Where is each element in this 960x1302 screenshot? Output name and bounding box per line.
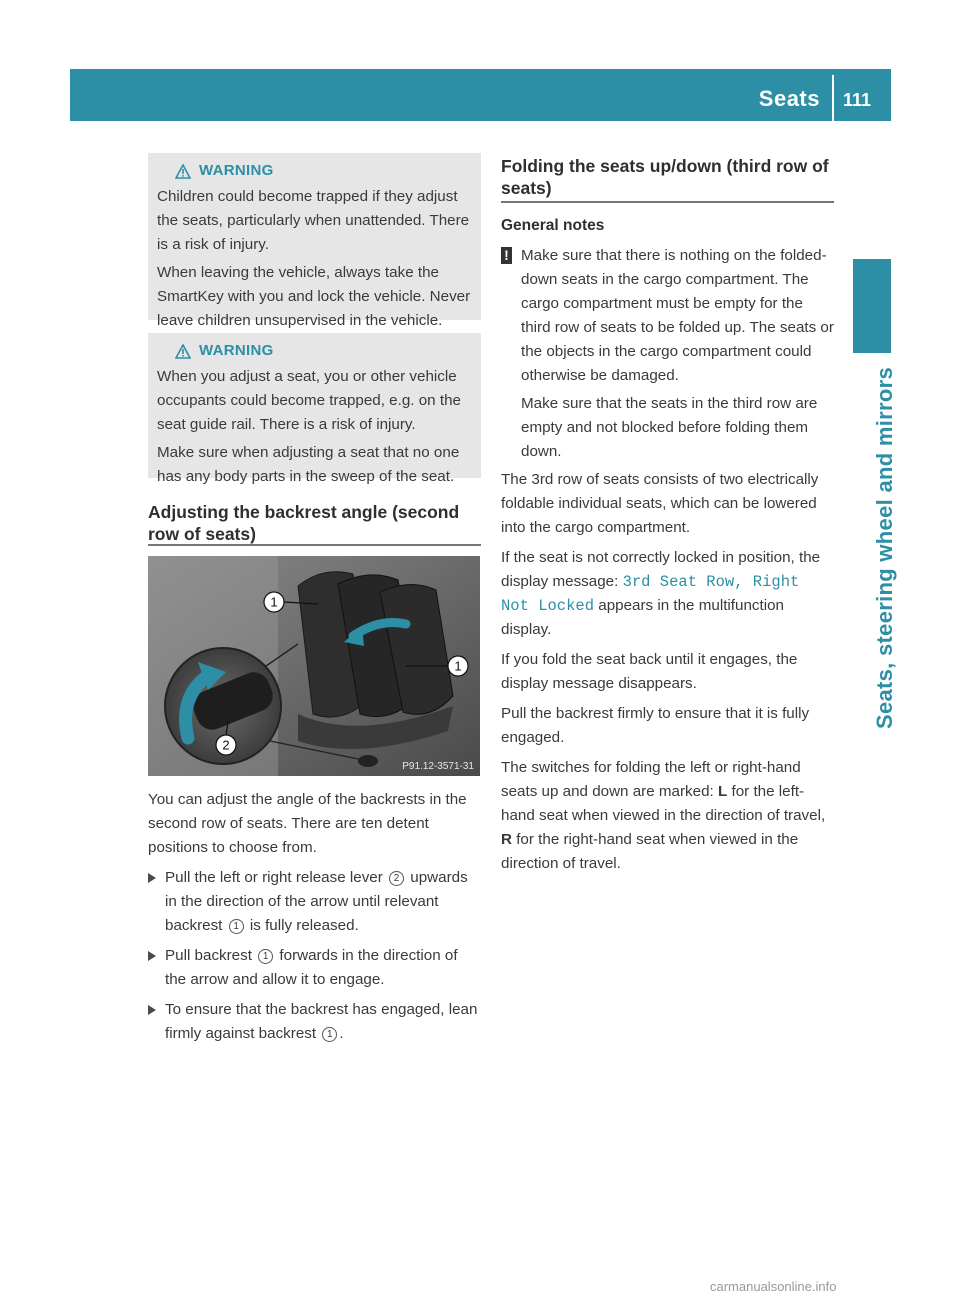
left-column-body [148, 788, 482, 1052]
section-heading-folding: Folding the seats up/down (third row of seats) [501, 156, 829, 198]
warning-box-2 [148, 333, 481, 485]
warning-text: When leaving the vehicle, always take the SmartKey with you and lock the vehicle. Never leave children unsupervised in the vehicle. [157, 264, 471, 329]
callout-ref: 2 [389, 871, 404, 886]
instruction-step: Pull the left or right release lever 2 upwards in the direction of the arrow until relevant backrest 1 is fully released. [148, 866, 482, 938]
intro-paragraph: You can adjust the angle of the backrests in the second row of seats. There are ten detent positions to choose from. [148, 791, 467, 856]
warning-text: When you adjust a seat, you or other vehicle occupants could become trapped, e.g. on the seat guide rail. There is a risk of injury. [157, 368, 461, 433]
step-arrow-icon [148, 1005, 156, 1015]
warning-text: Children could become trapped if they adjust the seats, particularly when unattended. There is a risk of injury. [157, 188, 470, 253]
warning-title: WARNING [199, 162, 274, 179]
figure-code: P91.12-3571-31 [402, 761, 474, 772]
instruction-step: To ensure that the backrest has engaged, lean firmly against backrest 1 . [148, 998, 482, 1046]
display-message: 3rd Seat Row, Right Not Locked [501, 573, 800, 615]
page-number: 111 [843, 90, 872, 110]
step-arrow-icon [148, 951, 156, 961]
seat-illustration [148, 556, 480, 776]
paragraph: The switches for folding the left or right-hand seats up and down are marked: L for the left-hand seat when viewed in the direction of travel, R for the right-hand seat when viewed in the direction of travel. [501, 759, 826, 872]
section-heading-backrest: Adjusting the backrest angle (second row of seats) [148, 502, 460, 544]
callout-2: 2 [222, 737, 230, 753]
heading-rule [148, 544, 481, 546]
callout-ref: 1 [229, 919, 244, 934]
exclamation-icon: ! [501, 247, 512, 264]
page-title: Seats [758, 86, 820, 111]
warning-triangle-icon [175, 344, 191, 359]
paragraph: The 3rd row of seats consists of two electrically foldable individual seats, which can be lowered into the cargo compartment. [501, 471, 819, 536]
warning-title: WARNING [199, 342, 274, 359]
subheading-general-notes: General notes [501, 217, 605, 234]
callout-1: 1 [454, 658, 462, 674]
warning-box-1 [148, 153, 481, 329]
paragraph: Pull the backrest firmly to ensure that it is fully engaged. [501, 705, 810, 746]
side-tab-label: Seats, steering wheel and mirrors [872, 367, 897, 730]
notice-text: Make sure that there is nothing on the folded-down seats in the cargo compartment. The cargo compartment must be empty for the third row of seats to be folded up. The seats or the objects in the cargo compartment could otherwise be damaged. [521, 247, 834, 384]
step-arrow-icon [148, 873, 156, 883]
right-column-body [501, 214, 835, 882]
paragraph: If the seat is not correctly locked in position, the display message: 3rd Seat Row, Right Not Locked appears in the multifunction display. [501, 549, 821, 638]
notice-block [501, 244, 835, 464]
seat-figure [148, 556, 480, 776]
callout-ref: 1 [258, 949, 273, 964]
header-divider [832, 75, 834, 121]
side-tab-marker [853, 259, 891, 353]
heading-rule [501, 201, 834, 203]
instruction-step: Pull backrest 1 forwards in the direction of the arrow and allow it to engage. [148, 944, 482, 992]
notice-text: Make sure that the seats in the third row are empty and not blocked before folding them down. [521, 395, 818, 460]
callout-ref: 1 [322, 1027, 337, 1042]
warning-triangle-icon [175, 164, 191, 179]
warning-text: Make sure when adjusting a seat that no one has any body parts in the sweep of the seat. [157, 444, 460, 485]
footer-watermark: carmanualsonline.info [710, 1279, 837, 1294]
paragraph: If you fold the seat back until it engages, the display message disappears. [501, 651, 798, 692]
callout-1: 1 [270, 594, 278, 610]
